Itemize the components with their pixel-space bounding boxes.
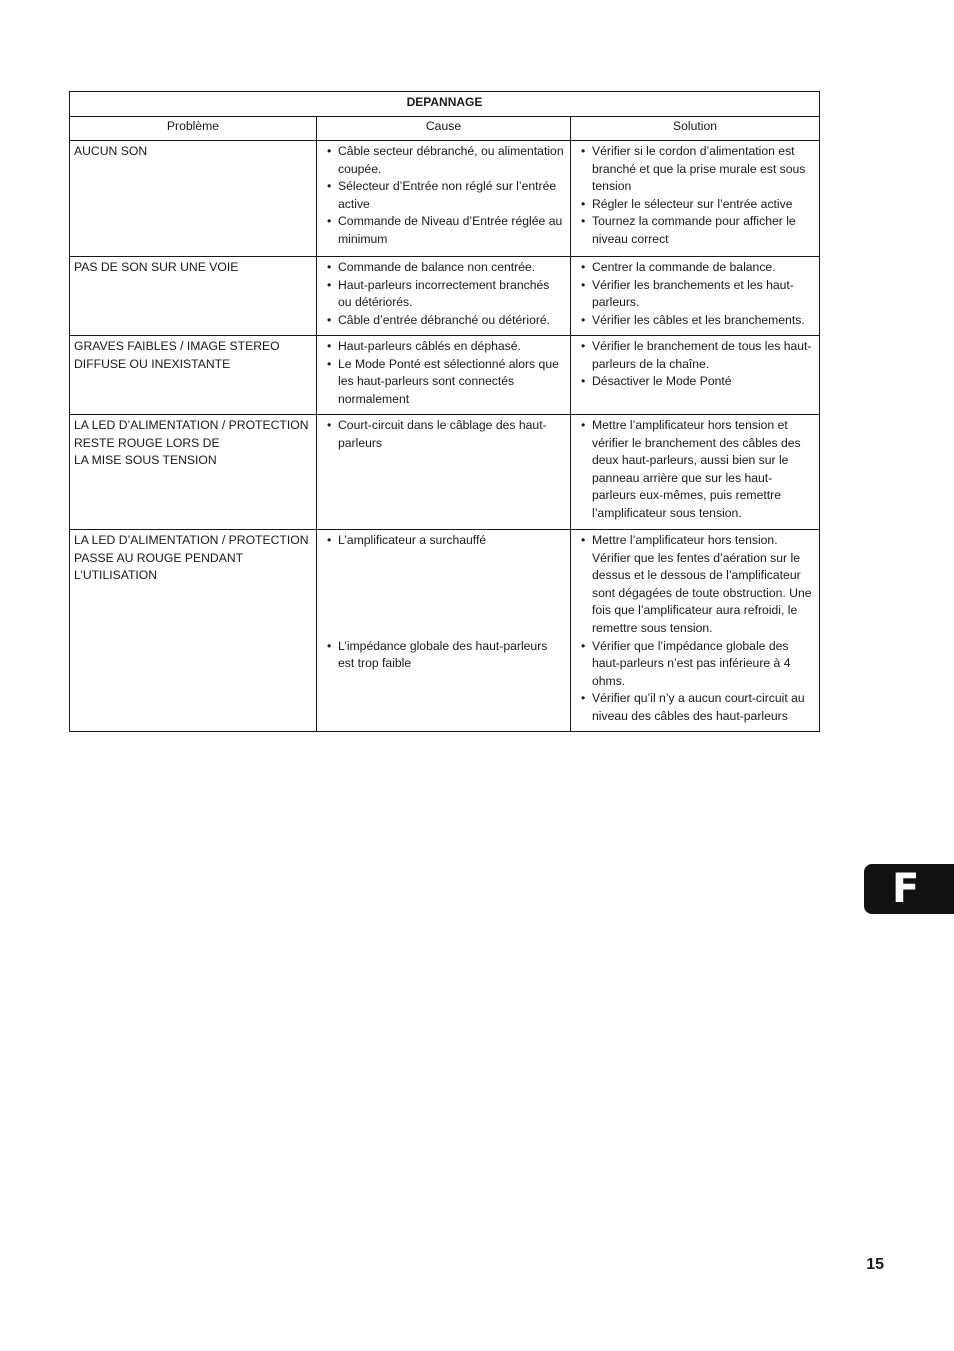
table-row	[70, 336, 820, 415]
table-header-row	[70, 117, 820, 141]
solution-item: • Vérifier que l’impédance globale des haut-parleurs n’est pas inférieure à 4 ohms.	[575, 638, 815, 691]
cause-item: • L’amplificateur a surchauffé	[321, 532, 566, 550]
cause-item: • Câble d’entrée débranché ou détérioré.	[321, 312, 566, 330]
table-row	[70, 415, 820, 530]
problem-cell	[70, 415, 317, 530]
solution-item: • Mettre l’amplificateur hors tension et vérifier le branchement des câbles des deux haut-parleurs, aussi bien sur le panneau arrière que sur les haut-parleurs eux-mêmes, puis remettre l’amplificateur sous tension.	[575, 417, 815, 523]
problem-cell	[70, 530, 317, 732]
cause-item: • Commande de balance non centrée.	[321, 259, 566, 277]
solution-cell	[571, 336, 820, 415]
cause-spacer	[321, 550, 566, 638]
solution-item: • Mettre l’amplificateur hors tension. Vérifier que les fentes d’aération sur le dessus et le dessous de l’amplificateur sont dégagées de toute obstruction. Une fois que l’amplificateur aura refroidi, le remettre sous tension.	[575, 532, 815, 638]
solution-cell	[571, 530, 820, 732]
solution-cell	[571, 257, 820, 336]
solution-item: • Vérifier qu’il n’y a aucun court-circuit au niveau des câbles des haut-parleurs	[575, 690, 815, 725]
problem-cell	[70, 336, 317, 415]
cause-item: • Câble secteur débranché, ou alimentation coupée.	[321, 143, 566, 178]
language-tab-letter: F	[892, 866, 920, 912]
problem-text: LA LED D’ALIMENTATION / PROTECTION	[74, 418, 309, 432]
solution-cell	[571, 141, 820, 257]
problem-text: PASSE AU ROUGE PENDANT L’UTILISATION	[74, 550, 243, 583]
solution-item: • Désactiver le Mode Ponté	[575, 373, 815, 391]
header-cause: Cause	[317, 117, 571, 141]
problem-text: AUCUN SON	[74, 144, 148, 158]
table-title: DEPANNAGE	[70, 92, 820, 117]
cause-item: • Le Mode Ponté est sélectionné alors que les haut-parleurs sont connectés normalement	[321, 356, 566, 409]
table-row	[70, 257, 820, 336]
cause-cell	[317, 415, 571, 530]
cause-cell	[317, 141, 571, 257]
problem-text: LA MISE SOUS TENSION	[74, 453, 217, 468]
solution-item: • Régler le sélecteur sur l’entrée active	[575, 196, 815, 214]
problem-cell	[70, 141, 317, 257]
problem-text: GRAVES FAIBLES / IMAGE STEREO	[74, 339, 280, 353]
solution-item: • Vérifier le branchement de tous les haut-parleurs de la chaîne.	[575, 338, 815, 373]
table-row	[70, 141, 820, 257]
solution-item: • Tournez la commande pour afficher le niveau correct	[575, 213, 815, 248]
header-problem: Problème	[70, 117, 317, 141]
solution-item: • Vérifier les branchements et les haut-parleurs.	[575, 277, 815, 312]
problem-text: RESTE ROUGE LORS DE	[74, 435, 220, 450]
cause-item: • L’impédance globale des haut-parleurs est trop faible	[321, 638, 566, 673]
problem-cell	[70, 257, 317, 336]
problem-text: DIFFUSE OU INEXISTANTE	[74, 356, 231, 371]
table-title-row	[70, 92, 820, 117]
table-row	[70, 530, 820, 732]
page-number: 15	[866, 1256, 884, 1273]
solution-item: • Centrer la commande de balance.	[575, 259, 815, 277]
cause-item: • Commande de Niveau d’Entrée réglée au minimum	[321, 213, 566, 248]
cause-cell	[317, 257, 571, 336]
cause-item: • Haut-parleurs incorrectement branchés ou détériorés.	[321, 277, 566, 312]
cause-item: • Sélecteur d’Entrée non réglé sur l’entrée active	[321, 178, 566, 213]
cause-item: • Court-circuit dans le câblage des haut-parleurs	[321, 417, 566, 452]
header-solution: Solution	[571, 117, 820, 141]
problem-text: LA LED D’ALIMENTATION / PROTECTION	[74, 533, 309, 547]
solution-item: • Vérifier si le cordon d’alimentation est branché et que la prise murale est sous tension	[575, 143, 815, 196]
problem-text: PAS DE SON SUR UNE VOIE	[74, 260, 239, 274]
solution-cell	[571, 415, 820, 530]
troubleshooting-table	[69, 91, 820, 732]
language-tab	[864, 864, 954, 914]
cause-cell	[317, 336, 571, 415]
solution-item: • Vérifier les câbles et les branchements.	[575, 312, 815, 330]
cause-item: • Haut-parleurs câblés en déphasé.	[321, 338, 566, 356]
cause-cell	[317, 530, 571, 732]
